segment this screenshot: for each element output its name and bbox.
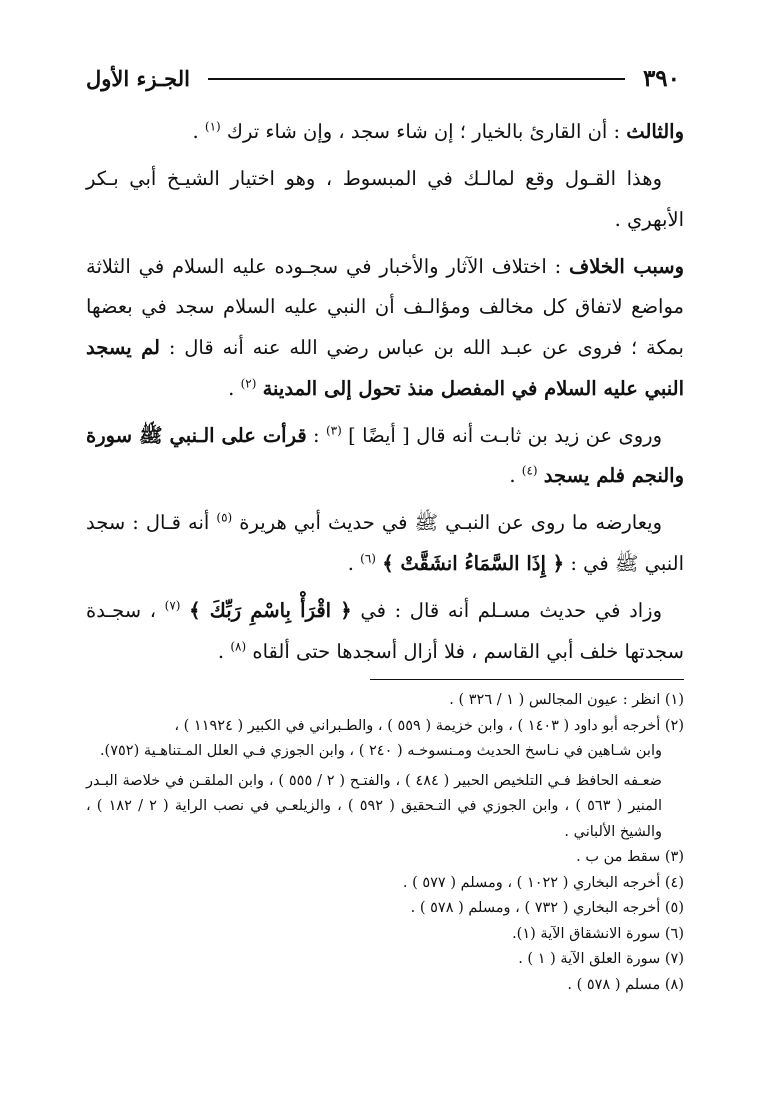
footnote-4: (٤) أخرجه البخاري ( ١٠٢٢ ) ، ومسلم ( ٥٧٧ ) . — [402, 874, 684, 891]
footnote-1: (١) انظر : عيون المجالس ( ١ / ٣٢٦ ) . — [449, 692, 684, 708]
sentence-end: . — [217, 639, 225, 663]
paragraph-text: ويعارضه ما روى عن النبـي ﷺ في حديث أبي هريرة — [239, 511, 662, 535]
footnote-ref: (٤) — [521, 463, 538, 478]
page-header — [86, 58, 680, 98]
footnote-separator — [370, 679, 684, 680]
paragraph-1 — [86, 112, 684, 153]
footnote-2: (٢) أخرجه أبو داود ( ١٤٠٣ ) ، وابن خزيمة ( ٥٥٩ ) ، والطـبراني في الكبير ( ١١٩٢٤ ) ، — [174, 717, 684, 734]
paragraph-5 — [86, 503, 684, 584]
paragraph-text: : اختلاف الآثار والأخبار في سجـوده عليه السلام في الثلاثة مواضع لاتفاق كل مخالف ومؤالـف أن النبي عليه السلام سجد في بعضها بمكة ؛ فروى عن عبـد الله بن عباس رضي الله عنه أنه قال : — [86, 254, 684, 359]
footnote-ref: (٥) — [216, 510, 233, 525]
quran-verse: ﴿ اقْرَأْ بِاسْمِ رَبِّكَ ﴾ — [189, 599, 352, 623]
paragraph-3 — [86, 247, 684, 409]
sentence-end: . — [228, 376, 235, 400]
footnote-ref: (٨) — [230, 639, 247, 654]
header-rule — [208, 78, 625, 80]
paragraph-6 — [86, 591, 684, 672]
paragraph-text: وهذا القـول وقع لمالـك في المبسوط ، وهو اختيار الشيـخ أبي بـكر الأبهري . — [86, 167, 684, 231]
footnote-ref: (٢) — [240, 376, 257, 391]
paragraph-text: وروى عن زيد بن ثابـت أنه قال [ أيضًا ] — [348, 423, 662, 447]
footnotes — [86, 688, 684, 998]
paragraph-text: : أن القارئ بالخيار ؛ إن شاء سجد ، وإن شاء ترك — [226, 120, 621, 143]
footnote-ref: (٣) — [325, 423, 342, 438]
footnote-5: (٥) أخرجه البخاري ( ٧٣٢ ) ، ومسلم ( ٥٧٨ ) . — [410, 900, 684, 916]
footnote-2-grading: ضعـفه الحافظ فـي التلخيص الحبير ( ٤٨٤ ) ، والفتـح ( ٢ / ٥٥٥ ) ، وابن الملقـن في خلاصة البـدر المنير ( ٥٦٣ ) ، وابن الجوزي في التـحقيق ( ٥٩٢ ) ، والزيلعـي في نصب الراية ( ٢ / ١٨٢ ) ، والشيخ الألباني . — [86, 772, 662, 840]
sentence-end: . — [347, 551, 354, 575]
footnote-ref: (٦) — [360, 551, 376, 566]
paragraph-label: وسبب الخلاف — [569, 254, 684, 278]
footnote-3: (٣) سقط من ب . — [576, 849, 684, 865]
footnote-2-continued: وابن شـاهين في نـاسخ الحديث ومـنسوخـه ( ٢٤٠ ) ، وابن الجوزي فـي العلل المـتناهـية (٧٥٢). — [99, 743, 662, 759]
sentence-end: . — [192, 120, 199, 143]
colon: : — [313, 423, 320, 447]
quran-verse: ﴿ إِذَا السَّمَاءُ انشَقَّتْ ﴾ — [382, 551, 565, 575]
footnote-ref: (١) — [204, 119, 221, 134]
footnote-ref: (٧) — [164, 598, 181, 613]
paragraph-2 — [86, 159, 684, 240]
main-text — [86, 112, 684, 679]
paragraph-label: والثالث — [626, 120, 684, 143]
hadith-quote: لم يسجد النبي عليه السلام في المفصل منذ تحول إلى المدينة — [86, 335, 684, 400]
section-title: الجـزء الأول — [86, 65, 190, 91]
footnote-8: (٨) مسلم ( ٥٧٨ ) . — [567, 976, 684, 993]
footnote-6: (٦) سورة الانشقاق الآية (١). — [512, 925, 684, 942]
footnote-7: (٧) سورة العلق الآية ( ١ ) . — [518, 951, 684, 967]
paragraph-4 — [86, 416, 684, 497]
paragraph-text: وزاد في حديث مسـلم أنه قال : في — [360, 599, 663, 623]
paragraph-text: ، سجـدة سجدتها خلف أبي القاسم ، فلا أزال أسجدها حتى ألقاه — [86, 599, 684, 663]
hadith-quote: قرأت على الـنبي ﷺ سورة والنجم فلم يسجد — [86, 423, 684, 488]
sentence-end: . — [509, 464, 516, 488]
paragraph-text: أنه قـال : سجد النبي ﷺ في : — [86, 511, 684, 575]
page-number: ٣٩٠ — [642, 64, 680, 92]
